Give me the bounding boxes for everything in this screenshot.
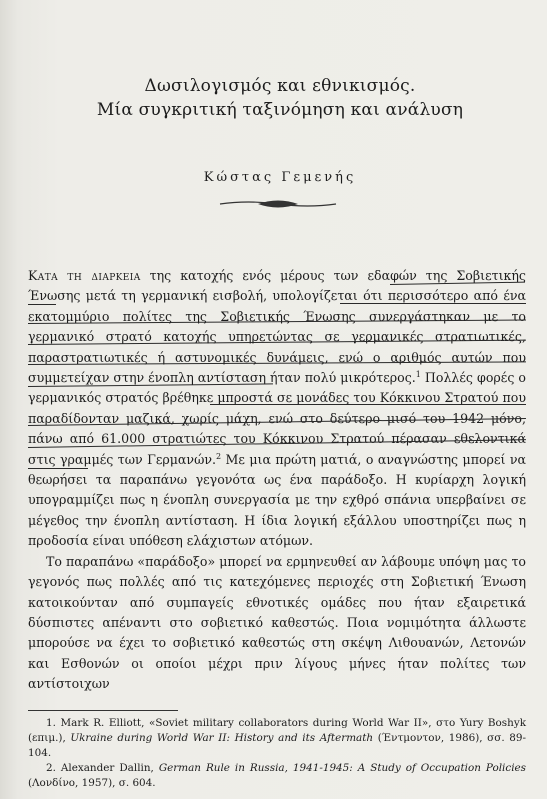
footnote-1: 1. Mark R. Elliott, «Soviet military collaborators during World War II», στο Yury Boshyk (επιμ.), Ukraine during World War II: History and its Aftermath (Έντμοντον, 1986), σσ. 89-104. [28, 717, 526, 759]
bleed-through-text [40, 0, 540, 60]
ornament-divider [218, 197, 338, 211]
footnote-ref-2: 2 [216, 451, 222, 461]
footnote-rule [28, 710, 178, 711]
article-title [30, 74, 530, 122]
underline [28, 304, 56, 305]
footnotes [28, 716, 526, 791]
footnote-ref-1: 1 [415, 369, 421, 379]
opening-smallcaps: Κατα τη διαρκεια [28, 268, 141, 283]
underline [210, 404, 526, 405]
footnote-2: 2. Alexander Dallin, German Rule in Russia, 1941-1945: A Study of Occupation Policies (Λονδίνο, 1957), σ. 604. [28, 762, 526, 789]
body-text [28, 266, 526, 695]
underline [340, 303, 526, 304]
author-name: Κώστας Γεμενής [203, 170, 357, 185]
underline [28, 468, 88, 469]
paragraph-1: Κατα τη διαρκεια της κατοχής ενός μέρους των εδαφών της Σοβιετικής Ένωσης μετά τη γερμανική εισβολή, υπολογίζεται ότι περισσότερο από ένα εκατομμύριο πολίτες της Σοβιετικής Ένωσης συνεργάστηκαν με το γερμανικό στρατό κατοχής υπηρετώντας σε γερμανικές στρατιωτικές, παραστρατιωτικές ή αστυνομικές δυνάμεις, ενώ ο αριθμός αυτών που συμμετείχαν στην ένοπλη αντίσταση ήταν πολύ μικρότερος.$^1$ Πολλές φορές ο γερμανικός στρατός βρέθηκε μπροστά σε μονάδες του Κόκκινου Στρατού που παραδίδονταν μαζικά, χωρίς μάχη, ενώ στο δεύτερο μισό του 1942 μόνο, πάνω από 61.000 στρατιώτες του Κόκκινου Στρατού πέρασαν εθελοντικά στις γραμμές των Γερμανών.$^2$ Με μια πρώτη ματιά, ο αναγνώστης μπορεί να θεωρήσει τα παραπάνω γεγονότα ως ένα παράδοξο. Η κυρίαρχη λογική υπογραμμίζει πως η ένοπλη συνεργασία με την εχθρό σπάνια υπερβαίνει σε μέγεθος την ένοπλη αντίσταση. Η ίδια λογική εξάλλου υποστηρίζει πως η προδοσία είναι υπόθεση ελάχιστων ατόμων. [28, 268, 526, 549]
title-line-1: Δωσιλογισμός και εθνικισμός. [144, 76, 416, 96]
title-line-2: Μία συγκριτική ταξινόμηση και ανάλυση [96, 100, 464, 120]
paragraph-2: Το παραπάνω «παράδοξο» μπορεί να ερμηνευθεί αν λάβουμε υπόψη μας το γεγονός πως πολλές από τις κατεχόμενες περιοχές στη Σοβιετική Ένωση κατοικούνταν από συμπαγείς εθνοτικές ομάδες που ήταν εξαιρετικά δύσπιστες απέναντι στο σοβιετικό καθεστώς. Ποια νομιμότητα άλλωστε μπορούσε να έχει το σοβιετικό καθεστώς στη σκέψη Λιθουανών, Λετονών και Εσθονών οι οποίοι μέχρι πριν λίγους μήνες ήταν πολίτες των αντίστοιχων [28, 553, 526, 692]
